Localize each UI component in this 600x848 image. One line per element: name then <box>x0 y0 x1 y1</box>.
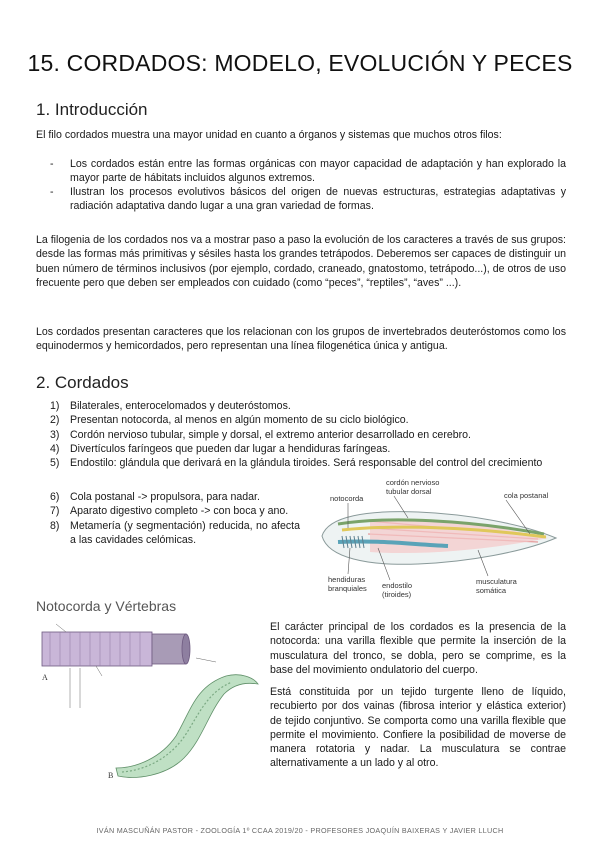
intro-paragraph-1: La filogenia de los cordados nos va a mostrar paso a paso la evolución de los caracteres a través de sus grupos: desde las formas más primitivas y sésiles hasta los grandes tetrápodos. Deberemos ser capaces de distinguir un buen número de términos inclusivos (por ejemplo, cordado, craneado, gnatostomo, tetrápodo...), de otros de uso frecuente pero que deben ser empleados con cuidado (como “peces”, “reptiles”, “aves” ...). <box>36 234 566 289</box>
label-hendiduras: hendiduras <box>328 575 366 584</box>
list-item: 3) Cordón nervioso tubular, simple y dorsal, el extremo anterior desarrollado en cerebro. <box>50 428 471 441</box>
list-item: 4) Divertículos faríngeos que pueden dar lugar a hendiduras faríngeas. <box>50 442 391 455</box>
label-tubular-dorsal: tubular dorsal <box>386 487 432 496</box>
label-musculatura: musculatura <box>476 577 517 586</box>
list-item: 8) Metamería (y segmentación) reducida, no afecta a las cavidades celómicas. <box>50 519 300 546</box>
cordados-list-a <box>50 399 566 470</box>
list-item: - Los cordados están entre las formas orgánicas con mayor capacidad de adaptación y han explorado la mayor parte de hábitats incluidos algunos extremos. <box>50 158 566 184</box>
list-item: 1) Bilaterales, enterocelomados y deuteróstomos. <box>50 400 291 412</box>
notochord-illustration <box>36 618 262 784</box>
page-footer: IVÁN MASCUÑÁN PASTOR - ZOOLOGÍA 1º CCAA 2019/20 - PROFESORES JOAQUÍN BAIXERAS Y JAVIER LLUCH <box>96 826 504 835</box>
fig-label-a: A <box>42 673 48 682</box>
chordate-body-plan-diagram <box>308 476 568 602</box>
section-heading-cordados: 2. Cordados <box>36 373 129 392</box>
list-item: 7) Aparato digestivo completo -> con boca y ano. <box>50 505 289 518</box>
label-cordon-nervioso: cordón nervioso <box>386 478 440 487</box>
list-item: 2) Presentan notocorda, al menos en algún momento de su ciclo biológico. <box>50 414 409 427</box>
intro-lead: El filo cordados muestra una mayor unidad en cuanto a órganos y sistemas que muchos otros filos: <box>36 129 502 141</box>
list-item: 6) Cola postanal -> propulsora, para nadar. <box>50 491 260 503</box>
page-title: 15. CORDADOS: MODELO, EVOLUCIÓN Y PECES <box>27 50 573 76</box>
section-heading-notocorda: Notocorda y Vértebras <box>36 598 177 614</box>
notocorda-paragraph-2: Está constituida por un tejido turgente lleno de líquido, recubierto por dos vainas (fibrosa interior y elástica exterior) de tejido conjuntivo. Se comporta como una varilla flexible que permite el movimiento. Confiere la posibilidad de moverse de manera rotatoria y nadar. La musculatura se contrae alternativamente a un lado y al otro. <box>270 686 566 770</box>
label-somatica: somática <box>476 586 507 595</box>
intro-bullet-list <box>50 157 566 213</box>
list-item: 5) Endostilo: glándula que derivará en la glándula tiroides. Será responsable del control del crecimiento <box>50 457 543 470</box>
list-item: - Ilustran los procesos evolutivos básicos del origen de nuevas estructuras, estrategias adaptativas y radiación adaptativa dando lugar a una gran variedad de formas. <box>50 186 566 212</box>
label-cola-postanal: cola postanal <box>504 491 549 500</box>
label-notocorda: notocorda <box>330 494 364 503</box>
cordados-list-b <box>50 490 300 547</box>
intro-paragraph-2: Los cordados presentan caracteres que los relacionan con los grupos de invertebrados deuteróstomos como los equinodermos y hemicordados, pero representan una línea filogenética única y antigua. <box>36 326 566 353</box>
label-tiroides: (tiroides) <box>382 590 412 599</box>
label-endostilo: endostilo <box>382 581 413 590</box>
section-heading-introduccion: 1. Introducción <box>36 100 148 119</box>
notocorda-paragraph-1: El carácter principal de los cordados es la presencia de la notocorda: una varilla flexible que permite la inserción de la musculatura del tronco, se dobla, pero se comprime, es la base del movimiento ondulatorio del cuerpo. <box>270 621 566 676</box>
fig-label-b: B <box>108 771 114 780</box>
label-branquiales: branquiales <box>328 584 367 593</box>
